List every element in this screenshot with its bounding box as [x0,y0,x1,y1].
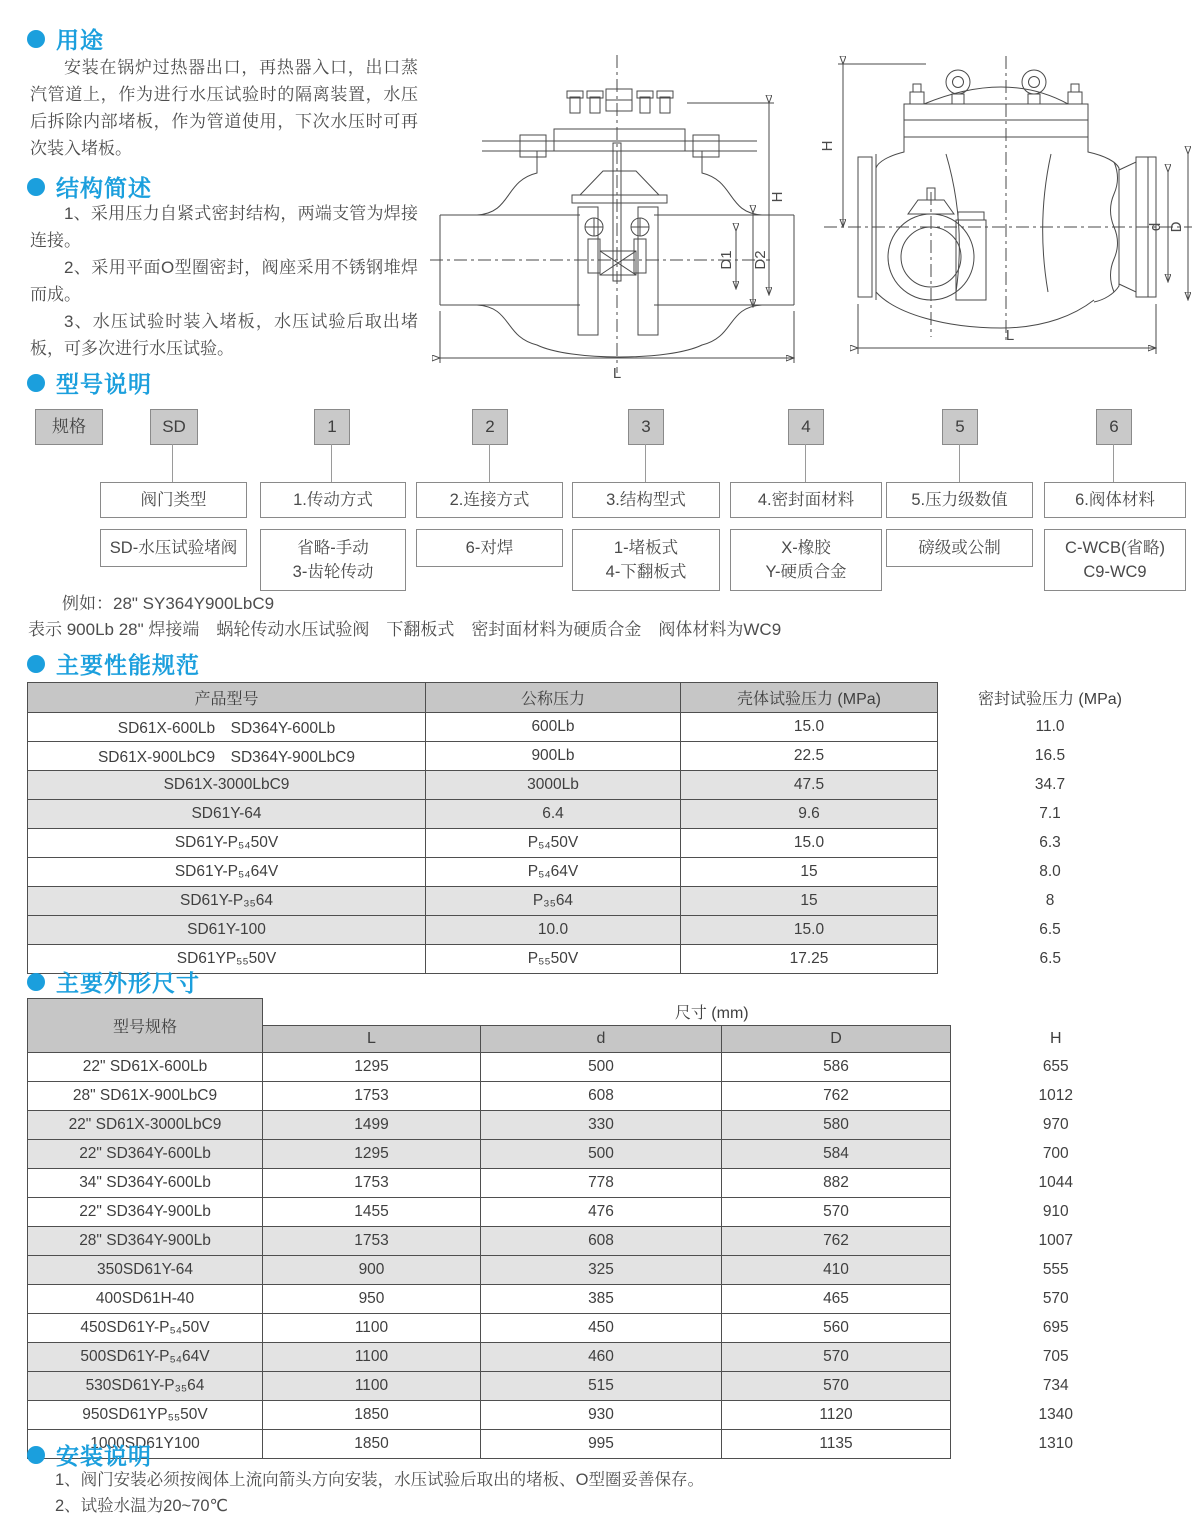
cell: 3000Lb [426,771,681,800]
cell: 570 [951,1284,1161,1313]
cell: 500 [481,1139,722,1168]
code-box-6: 6 [1096,409,1132,445]
desc-box [260,529,406,591]
size-unit-header: 尺寸 (mm) [263,999,1161,1026]
cell: 762 [722,1081,951,1110]
structure-item: 3、水压试验时装入堵板，水压试验后取出堵板，可多次进行水压试验。 [30,312,418,358]
cell: 6.5 [938,945,1163,974]
cell: SD61Y-P₅₄50V [28,829,426,858]
connector-line [331,444,332,482]
desc-box [100,529,247,567]
bullet-dot-icon [27,178,45,196]
label-box: 2.连接方式 [416,482,563,518]
column-header: 密封试验压力 (MPa) [938,683,1163,713]
desc-box [572,529,720,591]
cell: 500 [481,1052,722,1081]
cell: 530SD61Y-P₃₅64 [28,1371,263,1400]
column-header: H [951,1025,1161,1052]
table-row [28,1226,1161,1255]
cell: 450 [481,1313,722,1342]
cell: SD61X-600Lb SD364Y-600Lb [28,713,426,742]
cell: 1850 [263,1400,481,1429]
cell: 695 [951,1313,1161,1342]
table-row [28,1429,1161,1458]
cell: 34.7 [938,771,1163,800]
section-title: 型号说明 [56,371,152,397]
table-row [28,829,1163,858]
bullet-dot-icon [27,374,45,392]
cell: 570 [722,1197,951,1226]
desc-line: C9-WC9 [1083,563,1147,581]
cell: 1340 [951,1400,1161,1429]
cell: 325 [481,1255,722,1284]
cell: 11.0 [938,713,1163,742]
cell: 22" SD364Y-600Lb [28,1139,263,1168]
cell: 608 [481,1081,722,1110]
cell: 1455 [263,1197,481,1226]
cell: 16.5 [938,742,1163,771]
desc-box [1044,529,1186,591]
table-row [28,1313,1161,1342]
structure-paragraphs [30,200,418,362]
desc-line: 磅级或公制 [918,539,1001,557]
table-row [28,1284,1161,1313]
dimensions-table [27,998,1161,1459]
performance-table [27,682,1163,974]
section-usage-heading [27,22,104,55]
dim-label-D: D [1168,221,1185,233]
cell: 580 [722,1110,951,1139]
section-title: 安装说明 [56,1443,152,1469]
cell: 1310 [951,1429,1161,1458]
desc-box [886,529,1033,567]
cell: 15 [681,858,938,887]
cell: SD61Y-P₃₅64 [28,887,426,916]
cell: 1295 [263,1139,481,1168]
section-title: 主要性能规范 [56,652,200,678]
code-box-5: 5 [942,409,978,445]
cell: 950 [263,1284,481,1313]
dim-label-D2: D2 [752,250,769,270]
dim-label-H: H [769,191,786,203]
cell: 1850 [263,1429,481,1458]
model-example-line2: 表示 900Lb 28" 焊接端 蜗轮传动水压试验阀 下翻板式 密封面材料为硬质合金 阀体材料为WC9 [28,620,782,639]
cell: P₅₄50V [426,829,681,858]
table-row [28,887,1163,916]
cell: 734 [951,1371,1161,1400]
cell: 930 [481,1400,722,1429]
table-row [28,1371,1161,1400]
cell: 22" SD61X-3000LbC9 [28,1110,263,1139]
table-row [28,771,1163,800]
cell: 1135 [722,1429,951,1458]
cell: 705 [951,1342,1161,1371]
table-row [28,858,1163,887]
cell: 515 [481,1371,722,1400]
table-header-row [28,999,1161,1026]
table-row [28,1342,1161,1371]
table-row [28,1081,1161,1110]
desc-box [730,529,882,591]
cell: 8 [938,887,1163,916]
cell: 1100 [263,1371,481,1400]
cell: 570 [722,1342,951,1371]
code-box-2: 2 [472,409,508,445]
table-row [28,713,1163,742]
code-box-3: 3 [628,409,664,445]
connector-line [645,444,646,482]
connector-line [172,444,173,482]
model-code-diagram [0,405,1200,587]
table-header-row [28,683,1163,713]
install-notes [55,1467,1175,1519]
install-note: 2、试验水温为20~70℃ [55,1497,229,1515]
cell: P₃₅64 [426,887,681,916]
desc-line: C-WCB(省略) [1065,539,1165,557]
table-row [28,800,1163,829]
desc-line: Y-硬质合金 [765,563,847,581]
dim-label-H: H [819,140,836,152]
cell: 655 [951,1052,1161,1081]
cell: 570 [722,1371,951,1400]
cell: 600Lb [426,713,681,742]
cell: SD61Y-64 [28,800,426,829]
cell: 1499 [263,1110,481,1139]
bullet-dot-icon [27,973,45,991]
cell: 15.0 [681,829,938,858]
column-header: L [263,1025,481,1052]
cell: 900 [263,1255,481,1284]
dim-label-L: L [1005,327,1015,344]
cell: 476 [481,1197,722,1226]
cell: 882 [722,1168,951,1197]
cell: 8.0 [938,858,1163,887]
cell: 460 [481,1342,722,1371]
label-box: 6.阀体材料 [1044,482,1186,518]
cell: 22" SD61X-600Lb [28,1052,263,1081]
cell: 450SD61Y-P₅₄50V [28,1313,263,1342]
desc-line: SD-水压试验堵阀 [109,539,238,557]
cell: SD61YP₅₅50V [28,945,426,974]
cell: 7.1 [938,800,1163,829]
desc-line: 1-堵板式 [613,539,679,557]
dim-label-L: L [612,365,622,382]
cell: SD61Y-P₅₄64V [28,858,426,887]
table-row [28,1110,1161,1139]
column-header: 产品型号 [28,683,426,713]
cell: 1100 [263,1342,481,1371]
column-header: 公称压力 [426,683,681,713]
cell: 6.5 [938,916,1163,945]
section-title: 用途 [56,27,104,53]
table-row [28,916,1163,945]
table-row [28,1197,1161,1226]
cell: 608 [481,1226,722,1255]
cell: 1295 [263,1052,481,1081]
section-structure-heading [27,170,152,203]
section-performance-heading [27,647,200,680]
cell: 9.6 [681,800,938,829]
code-box-sd: SD [150,409,198,445]
desc-line: 6-对焊 [465,539,514,557]
column-header: D [722,1025,951,1052]
section-title: 结构简述 [56,175,152,201]
cell: 465 [722,1284,951,1313]
cell: 1007 [951,1226,1161,1255]
connector-line [959,444,960,482]
connector-line [489,444,490,482]
connector-line [805,444,806,482]
table-row [28,1139,1161,1168]
valve-outside-drawing [796,42,1200,387]
cell: 17.25 [681,945,938,974]
label-box: 3.结构型式 [572,482,720,518]
cell: 34" SD364Y-600Lb [28,1168,263,1197]
cell: 22.5 [681,742,938,771]
bullet-dot-icon [27,655,45,673]
code-box-4: 4 [788,409,824,445]
desc-line: 3-齿轮传动 [292,563,374,581]
cell: 1753 [263,1081,481,1110]
cell: 1753 [263,1226,481,1255]
table-row [28,1168,1161,1197]
usage-paragraph: 安装在锅炉过热器出口，再热器入口，出口蒸汽管道上，作为进行水压试验时的隔离装置，水压后拆除内部堵板，作为管道使用，下次水压时可再次装入堵板。 [30,58,418,158]
table-row [28,1400,1161,1429]
cell: 995 [481,1429,722,1458]
table-row [28,1052,1161,1081]
cell: 555 [951,1255,1161,1284]
table-row [28,1255,1161,1284]
cell: 350SD61Y-64 [28,1255,263,1284]
bullet-dot-icon [27,30,45,48]
section-title: 主要外形尺寸 [56,970,200,996]
code-box-1: 1 [314,409,350,445]
cell: 15.0 [681,713,938,742]
cell: 778 [481,1168,722,1197]
desc-line: 省略-手动 [297,539,369,557]
cell: 15.0 [681,916,938,945]
label-box: 1.传动方式 [260,482,406,518]
cell: 762 [722,1226,951,1255]
cell: 28" SD61X-900LbC9 [28,1081,263,1110]
cell: P₅₅50V [426,945,681,974]
cell: 1000SD61Y100 [28,1429,263,1458]
cell: 47.5 [681,771,938,800]
cell: SD61X-900LbC9 SD364Y-900LbC9 [28,742,426,771]
section-dimensions-heading [27,965,200,998]
cell: 1120 [722,1400,951,1429]
cell: 970 [951,1110,1161,1139]
cell: 22" SD364Y-900Lb [28,1197,263,1226]
spec-code-box: 规格 [35,409,103,445]
desc-line: 4-下翻板式 [605,563,687,581]
label-box: 4.密封面材料 [730,482,882,518]
column-header: 壳体试验压力 (MPa) [681,683,938,713]
dim-label-D1: D1 [718,250,735,270]
cell: P₅₄64V [426,858,681,887]
cell: 700 [951,1139,1161,1168]
model-example-line1: 例如：28" SY364Y900LbC9 [62,594,275,613]
cell: SD61X-3000LbC9 [28,771,426,800]
cell: 900Lb [426,742,681,771]
cell: 385 [481,1284,722,1313]
cell: 500SD61Y-P₅₄64V [28,1342,263,1371]
cell: 910 [951,1197,1161,1226]
section-model-heading [27,366,152,399]
structure-item: 2、采用平面O型圈密封，阀座采用不锈钢堆焊而成。 [30,258,418,304]
column-header: d [481,1025,722,1052]
corner-header: 型号规格 [28,999,263,1053]
cell: 1100 [263,1313,481,1342]
structure-item: 1、采用压力自紧式密封结构，两端支管为焊接连接。 [30,204,418,250]
desc-box [416,529,563,567]
label-box: 阀门类型 [100,482,247,518]
cell: 6.3 [938,829,1163,858]
cell: 15 [681,887,938,916]
cell: 400SD61H-40 [28,1284,263,1313]
label-box: 5.压力级数值 [886,482,1033,518]
cell: SD61Y-100 [28,916,426,945]
cell: 1044 [951,1168,1161,1197]
cell: 6.4 [426,800,681,829]
cell: 950SD61YP₅₅50V [28,1400,263,1429]
install-note: 1、阀门安装必须按阀体上流向箭头方向安装，水压试验后取出的堵板、O型圈妥善保存。 [55,1471,705,1489]
cell: 1012 [951,1081,1161,1110]
dim-label-d: d [1147,222,1164,232]
cell: 410 [722,1255,951,1284]
cell: 1753 [263,1168,481,1197]
cell: 586 [722,1052,951,1081]
cell: 560 [722,1313,951,1342]
valve-section-drawing [422,45,814,385]
connector-line [1113,444,1114,482]
cell: 28" SD364Y-900Lb [28,1226,263,1255]
cell: 10.0 [426,916,681,945]
bullet-dot-icon [27,1446,45,1464]
table-row [28,742,1163,771]
cell: 584 [722,1139,951,1168]
cell: 330 [481,1110,722,1139]
desc-line: X-橡胶 [781,539,831,557]
